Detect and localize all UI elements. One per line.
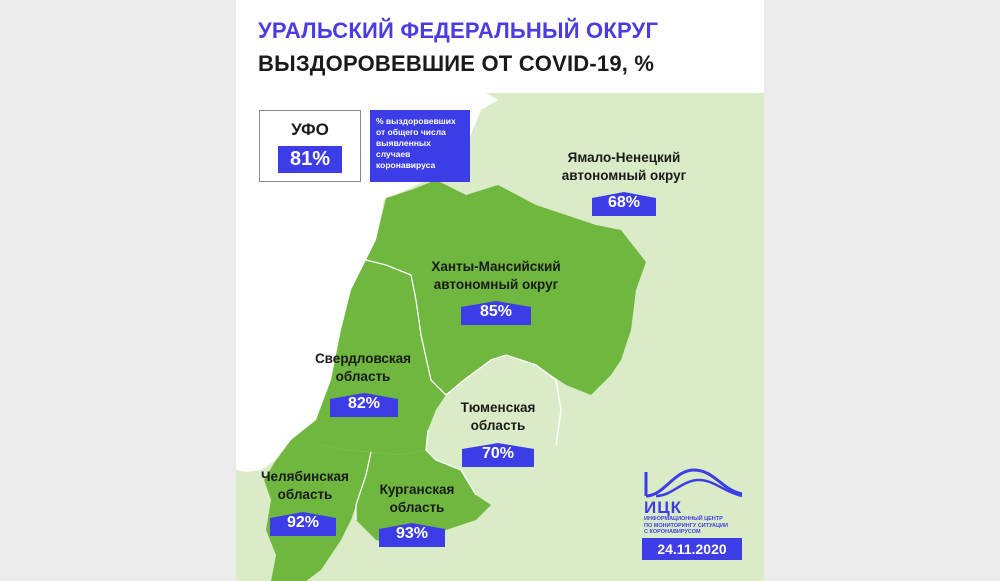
region-name-line2: область [277,487,333,502]
badge-kurgan [379,523,445,547]
badge-value: 82% [347,395,381,412]
logo-subtitle-line: ПО МОНИТОРИНГУ СИТУАЦИИ [644,522,728,529]
logo-subtitle [644,516,754,536]
region-name-line1: Курганская [379,482,455,497]
badge-value: 93% [395,525,429,542]
region-label-chelyabinsk [250,468,360,504]
region-name-line2: область [470,418,526,433]
region-name-line2: автономный округ [561,168,687,183]
region-name-line1: Челябинская [261,469,349,484]
title-metric: ВЫЗДОРОВЕВШИЕ ОТ COVID-19, % [258,51,655,76]
logo-name: ИЦК [644,498,683,517]
region-label-tyumen [443,399,553,435]
legend-box: % выздоровевших от общего числа выявленных случаев коронавируса [370,110,470,182]
badge-tyumen [462,443,534,467]
badge-value: 92% [286,514,320,531]
region-name-line2: область [335,369,391,384]
infographic-card [236,0,764,581]
summary-value: 81% [278,146,342,173]
region-name-line2: автономный округ [433,277,559,292]
date-badge: 24.11.2020 [642,538,742,560]
badge-yamal [592,192,656,216]
region-label-kurgan [362,481,472,517]
badge-value: 70% [481,445,515,462]
logo-subtitle-line: ИНФОРМАЦИОННЫЙ ЦЕНТР [644,516,723,522]
badge-value: 68% [607,194,641,211]
region-name-line2: область [389,500,445,515]
region-name-line1: Ямало-Ненецкий [567,150,681,165]
badge-chelyabinsk [270,512,336,536]
summary-box [259,110,361,182]
logo-subtitle-line: С КОРОНАВИРУСОМ [644,529,701,535]
region-name-line1: Ханты-Мансийский [431,259,561,274]
title-district: УРАЛЬСКИЙ ФЕДЕРАЛЬНЫЙ ОКРУГ [258,18,659,43]
itsk-logo-icon [644,466,744,500]
badge-value: 85% [479,303,513,320]
summary-label: УФО [291,120,329,139]
region-name-line1: Тюменская [460,400,536,415]
badge-sverdlovsk [330,393,398,417]
region-label-sverdlovsk [303,350,423,386]
badge-khanty [461,301,531,325]
region-label-khanty [421,258,571,294]
region-label-yamal [554,149,694,185]
region-name-line1: Свердловская [314,351,412,366]
